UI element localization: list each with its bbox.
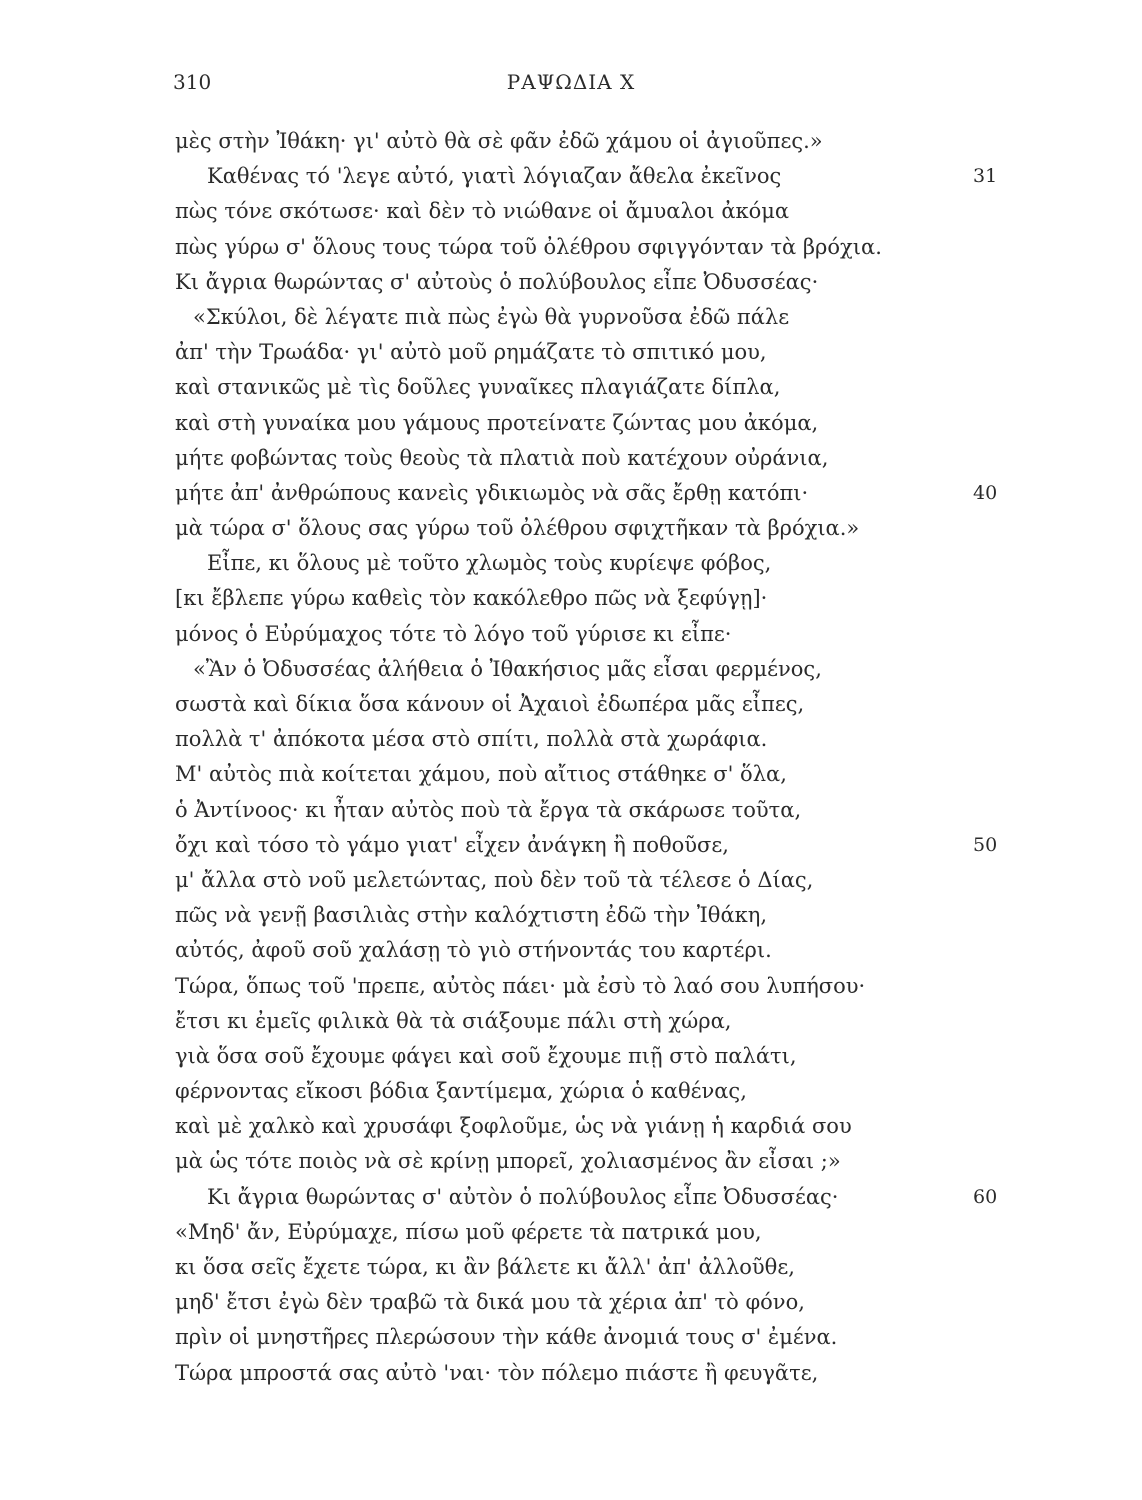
verse-line — [175, 1109, 975, 1144]
verse-line — [175, 546, 975, 581]
running-head — [0, 70, 1142, 100]
verse-line — [175, 194, 975, 229]
verse-line — [175, 687, 975, 722]
verse-line — [175, 1215, 975, 1250]
verse-line — [175, 476, 998, 511]
verse-line — [175, 370, 975, 405]
verse-line — [175, 581, 975, 616]
verse-text: Μ' αὐτὸς πιὰ κοίτεται χάμου, ποὺ αἴτιος στάθηκε σ' ὅλα, — [175, 762, 787, 787]
verse-line — [175, 969, 975, 1004]
verse-line — [175, 722, 975, 757]
verse-line — [175, 1039, 975, 1074]
verse-line — [175, 1285, 975, 1320]
verse-text: πρὶν οἱ μνηστῆρες πλερώσουν τὴν κάθε ἀνομιά τους σ' ἐμένα. — [175, 1325, 838, 1350]
verse-text: καὶ μὲ χαλκὸ καὶ χρυσάφι ξοφλοῦμε, ὡς νὰ γιάνῃ ἡ καρδιά σου — [175, 1114, 852, 1139]
verse-text: πὼς γύρω σ' ὅλους τους τώρα τοῦ ὀλέθρου σφιγγόνταν τὰ βρόχια. — [175, 234, 882, 259]
verse-line — [175, 757, 975, 792]
verse-text: «Μηδ' ἄν, Εὐρύμαχε, πίσω μοῦ φέρετε τὰ πατρικά μου, — [175, 1219, 762, 1244]
verse-text: φέρνοντας εἴκοσι βόδια ξαντίμεμα, χώρια ὁ καθένας, — [175, 1079, 747, 1104]
verse-line — [175, 124, 975, 159]
verse-line — [175, 898, 975, 933]
verse-text: [κι ἔβλεπε γύρω καθεὶς τὸν κακόλεθρο πῶς νὰ ξεφύγῃ]· — [175, 586, 768, 611]
verse-line — [175, 1074, 975, 1109]
verse-text: καὶ στανικῶς μὲ τὶς δοῦλες γυναῖκες πλαγιάζατε δίπλα, — [175, 375, 781, 400]
line-number: 31 — [973, 165, 998, 188]
verse-line — [175, 300, 975, 335]
verse-line — [175, 265, 975, 300]
line-number: 60 — [973, 1185, 998, 1208]
verse-line — [175, 1004, 975, 1039]
verse-text: Εἶπε, κι ὅλους μὲ τοῦτο χλωμὸς τοὺς κυρίεψε φόβος, — [207, 551, 772, 576]
page-number: 310 — [173, 70, 212, 94]
verse-text: μὰ τώρα σ' ὅλους σας γύρω τοῦ ὀλέθρου σφιχτῆκαν τὰ βρόχια.» — [175, 516, 860, 541]
verse-line — [175, 1144, 975, 1179]
verse-text: αὐτός, ἀφοῦ σοῦ χαλάσῃ τὸ γιὸ στήνοντάς του καρτέρι. — [175, 938, 772, 963]
verse-text: μὲς στὴν Ἰθάκη· γι' αὐτὸ θὰ σὲ φᾶν ἐδῶ χάμου οἱ ἀγιοῦπες.» — [175, 129, 823, 153]
verse-line — [175, 1250, 975, 1285]
verse-line — [175, 828, 998, 863]
verse-text: πὼς τόνε σκότωσε· καὶ δὲν τὸ νιώθανε οἱ ἄμυαλοι ἀκόμα — [175, 199, 790, 224]
verse-text: «Σκύλοι, δὲ λέγατε πιὰ πὼς ἐγὼ θὰ γυρνοῦσα ἐδῶ πάλε — [193, 304, 790, 329]
verse-line — [175, 793, 975, 828]
verse-text: μὰ ὡς τότε ποιὸς νὰ σὲ κρίνῃ μπορεῖ, χολιασμένος ἂν εἶσαι ;» — [175, 1149, 841, 1174]
verse-text: «Ἂν ὁ Ὀδυσσέας ἀλήθεια ὁ Ἰθακήσιος μᾶς εἶσαι φερμένος, — [193, 656, 822, 681]
verse-line — [175, 159, 998, 194]
verse-line — [175, 652, 975, 687]
verse-text: Τώρα μπροστά σας αὐτὸ 'ναι· τὸν πόλεμο πιάστε ἢ φευγᾶτε, — [175, 1360, 819, 1385]
verse-text: γιὰ ὅσα σοῦ ἔχουμε φάγει καὶ σοῦ ἔχουμε πιῇ στὸ παλάτι, — [175, 1043, 797, 1068]
verse-text: ἔτσι κι ἐμεῖς φιλικὰ θὰ τὰ σιάξουμε πάλι στὴ χώρα, — [175, 1008, 732, 1033]
verse-line — [175, 1180, 998, 1215]
verse-text: κι ὅσα σεῖς ἔχετε τώρα, κι ἂν βάλετε κι ἄλλ' ἀπ' ἀλλοῦθε, — [175, 1255, 795, 1279]
verse-text: μήτε ἀπ' ἀνθρώπους κανεὶς γδικιωμὸς νὰ σᾶς ἔρθῃ κατόπι· — [175, 480, 809, 505]
verse-text: πῶς νὰ γενῇ βασιλιὰς στὴν καλόχτιστη ἐδῶ τὴν Ἰθάκη, — [175, 903, 768, 928]
verse-text: πολλὰ τ' ἀπόκοτα μέσα στὸ σπίτι, πολλὰ στὰ χωράφια. — [175, 727, 768, 752]
line-number: 50 — [973, 833, 998, 856]
verse-line — [175, 406, 975, 441]
verse-text: Τώρα, ὅπως τοῦ 'πρεπε, αὐτὸς πάει· μὰ ἐσὺ τὸ λαό σου λυπήσου· — [175, 973, 866, 998]
verse-line — [175, 511, 975, 546]
verse-text: μήτε φοβώντας τοὺς θεοὺς τὰ πλατιὰ ποὺ κατέχουν οὐράνια, — [175, 445, 829, 470]
verse-text: μόνος ὁ Εὐρύμαχος τότε τὸ λόγο τοῦ γύρισε κι εἶπε· — [175, 621, 732, 646]
verse-text: σωστὰ καὶ δίκια ὅσα κάνουν οἱ Ἀχαιοὶ ἐδωπέρα μᾶς εἶπες, — [175, 692, 805, 716]
verse-line — [175, 230, 975, 265]
verse-line — [175, 617, 975, 652]
verse-text: καὶ στὴ γυναίκα μου γάμους προτείνατε ζώντας μου ἀκόμα, — [175, 410, 819, 435]
verse-text: ὄχι καὶ τόσο τὸ γάμο γιατ' εἶχεν ἀνάγκη ἢ ποθοῦσε, — [175, 832, 729, 857]
verse-text: μηδ' ἔτσι ἐγὼ δὲν τραβῶ τὰ δικά μου τὰ χέρια ἀπ' τὸ φόνο, — [175, 1290, 805, 1315]
verse-text: Καθένας τό 'λεγε αὐτό, γιατὶ λόγιαζαν ἄθελα ἐκεῖνος — [207, 164, 782, 189]
poem-text — [175, 124, 998, 1391]
verse-text: Κι ἄγρια θωρώντας σ' αὐτοὺς ὁ πολύβουλος εἶπε Ὀδυσσέας· — [175, 269, 819, 294]
verse-line — [175, 335, 975, 370]
verse-line — [175, 441, 975, 476]
verse-line — [175, 933, 975, 968]
verse-text: ἀπ' τὴν Τρωάδα· γι' αὐτὸ μοῦ ρημάζατε τὸ σπιτικό μου, — [175, 340, 767, 365]
line-number: 40 — [973, 481, 998, 504]
verse-text: μ' ἄλλα στὸ νοῦ μελετώντας, ποὺ δὲν τοῦ τὰ τέλεσε ὁ Δίας, — [175, 867, 814, 892]
book-title: ΡΑΨΩΔΙΑ Χ — [506, 70, 636, 94]
verse-line — [175, 863, 975, 898]
verse-text: Κι ἄγρια θωρώντας σ' αὐτὸν ὁ πολύβουλος εἶπε Ὀδυσσέας· — [207, 1184, 839, 1209]
verse-line — [175, 1356, 975, 1391]
verse-line — [175, 1320, 975, 1355]
verse-text: ὁ Ἀντίνοος· κι ἦταν αὐτὸς ποὺ τὰ ἔργα τὰ σκάρωσε τοῦτα, — [175, 797, 802, 822]
